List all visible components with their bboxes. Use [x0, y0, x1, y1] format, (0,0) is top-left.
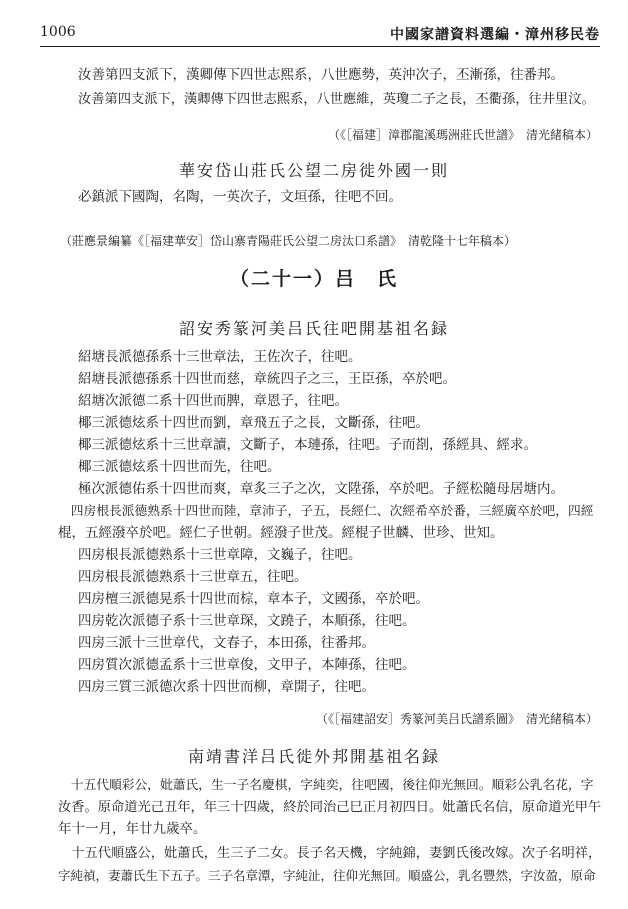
text-line: 汝善第四支派下，漢卿傳下四世志熙系，八世應勢，英沖次子，丕漸孫，往番邦。 — [78, 67, 564, 83]
section-title: 詔安秀篆河美吕氏往吧開基祖名録 — [178, 319, 449, 338]
text-line: 椰三派德炫系十四世而劉，章飛五子之長，文斷孫，往吧。 — [78, 415, 429, 431]
running-header — [40, 22, 600, 47]
text-line: 四房質次派德孟系十三世章俊，文甲子，本陣孫，往吧。 — [78, 657, 416, 673]
text-line: 棍，五經潑卒於吧。經仁子世朝。經潑子世茂。經棍子世麟、世珍、世知。 — [58, 525, 504, 541]
text-line: 四房三質三派德次系十四世而柳，章開子，往吧。 — [78, 679, 375, 695]
section-title: 南靖書洋吕氏徙外邦開基祖名録 — [187, 747, 440, 766]
citation: （《［福建］漳郡龍溪瑪洲莊氏世譜》 清光緒稿本） — [327, 128, 598, 142]
text-line: 字純禎，妻蕭氏生下五子。三子名章潭，字純沚，往仰光無回。順盛公，乳名豐然，字汝盈，原命 — [58, 868, 596, 883]
text-line: 汝香。原命道光己丑年，年三十四歲，終於同治己巳正月初四日。妣蕭氏名信，原命道光甲午 — [58, 800, 602, 815]
text-line: 年十一月，年廿九歲卒。 — [58, 821, 207, 837]
text-line: 四房檀三派德晃系十四世而棕，章本子，文國孫，卒於吧。 — [78, 591, 429, 607]
running-title: 中國家譜資料選編・漳州移民卷 — [390, 27, 600, 43]
text-line: 四房三派十三世章代，文春子，本田孫，往番邦。 — [78, 635, 375, 651]
text-line: 紹塘長派德孫系十四世而慈，章統四子之三，王臣孫，卒於吧。 — [78, 371, 456, 387]
text-line: 十五代順彩公，妣蕭氏，生一子名慶棋，字純奕，往吧國，後往仰光無回。順彩公乳名花，字 — [58, 778, 594, 793]
text-line: 四房乾次派德子系十三世章琛，文蹺子，本順孫，往吧。 — [78, 613, 416, 629]
citation: （莊應景編纂《［福建華安］岱山寨青陽莊氏公望二房汰口系譜》 清乾隆十七年稿本） — [60, 234, 517, 248]
chapter-heading: （二十一）吕 氏 — [229, 268, 398, 290]
text-line: 必鎮派下國陶，名陶，一英次子，文垣孫，往吧不回。 — [78, 189, 402, 205]
text-line: 四房根長派德熟系十四世而陸，章沛子，子五，長經仁、次經希卒於番，三經廣卒於吧，四經 — [58, 504, 594, 519]
section-title: 華安岱山莊氏公望二房徙外國一則 — [178, 161, 449, 180]
text-line: 紹塘長派德孫系十三世章法，王佐次子，往吧。 — [78, 349, 362, 365]
text-line: 四房根長派德熟系十三世章五，往吧。 — [78, 569, 308, 585]
text-line: 汝善第四支派下，漢卿傳下四世志熙系，八世應維，英瓊二子之長，丕衢孫，往井里汶。 — [78, 92, 595, 107]
text-line: 十五代順盛公，妣蕭氏，生三子二女。長子名天機，字純錦，妻劉氏後改嫁。次子名明祥， — [58, 846, 602, 861]
text-line: 極次派德佑系十四世而爽，章炙三子之次，文陞孫，卒於吧。子經松隨母居塘内。 — [78, 481, 564, 497]
text-line: 椰三派德炫系十三世章讀，文斷子，本璉孫，往吧。子而剳，孫經具、經求。 — [78, 437, 537, 453]
text-line: 椰三派德炫系十四世而先，往吧。 — [78, 459, 281, 475]
text-line: 四房根長派德熟系十三世章障，文巍子，往吧。 — [78, 547, 362, 563]
citation: （《［福建詔安］秀篆河美吕氏譜系圖》 清光緒稿本） — [315, 712, 598, 726]
text-line: 紹塘次派德二系十四世而脾，章恩子，往吧。 — [78, 393, 348, 409]
page-number: 1006 — [40, 24, 76, 40]
